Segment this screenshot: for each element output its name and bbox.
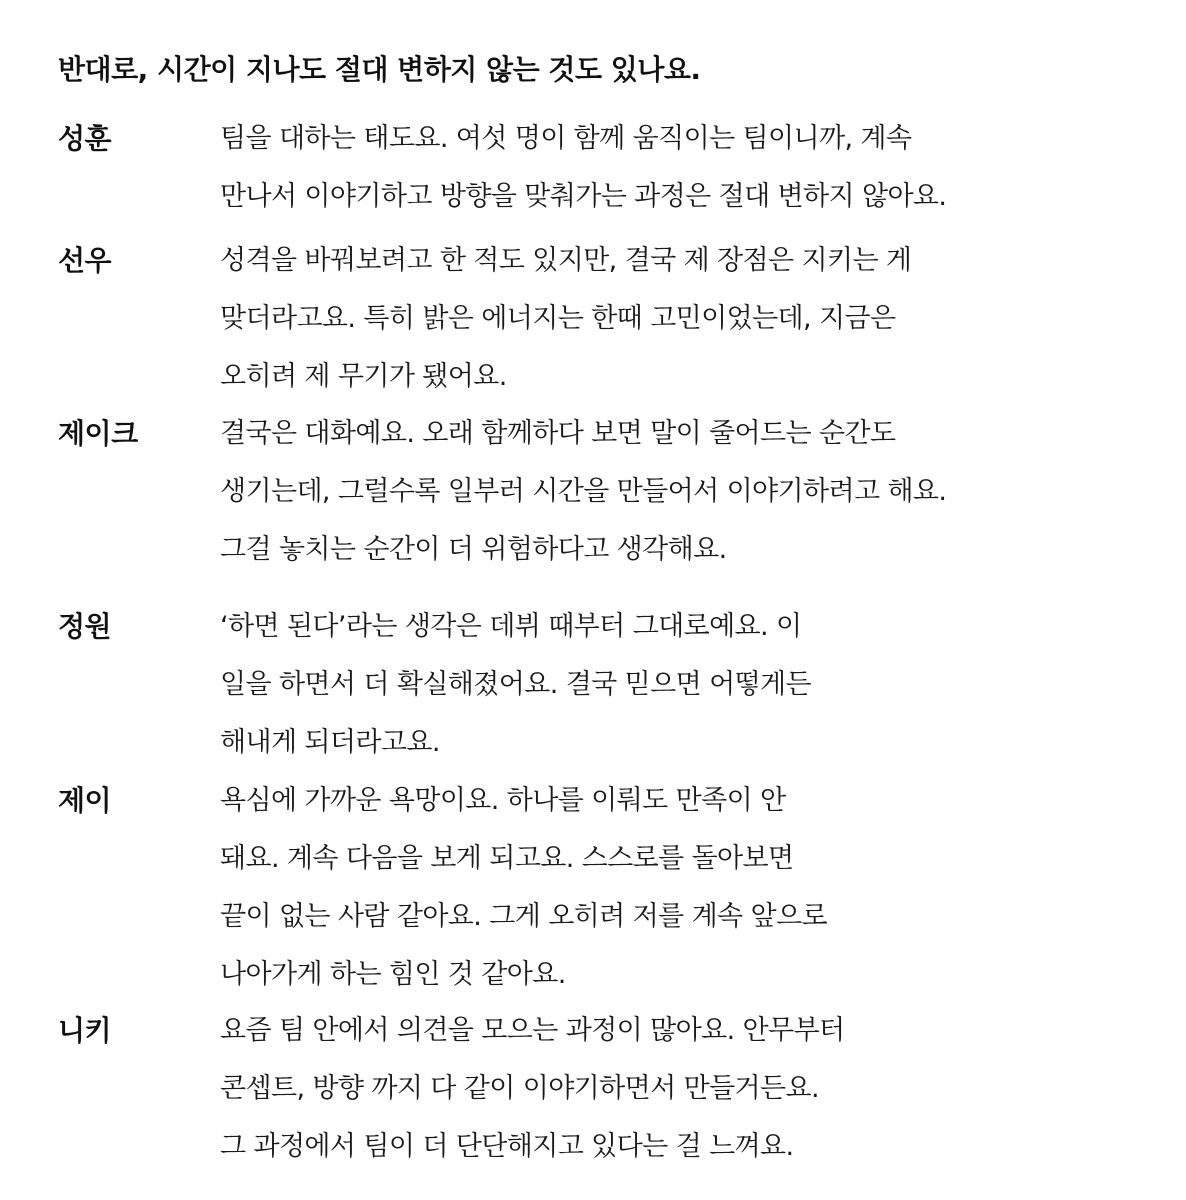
answer-text bbox=[220, 772, 827, 1004]
answer-line: 욕심에 가까운 욕망이요. 하나를 이뤄도 만족이 안 bbox=[220, 785, 786, 816]
answer-line: 돼요. 계속 다음을 보게 되고요. 스스로를 돌아보면 bbox=[220, 843, 794, 874]
answer-line: 그 과정에서 팀이 더 단단해지고 있다는 걸 느껴요. bbox=[220, 1131, 794, 1162]
answer-line: 콘셉트, 방향 까지 다 같이 이야기하면서 만들거든요. bbox=[220, 1073, 819, 1104]
answer-line: 결국은 대화예요. 오래 함께하다 보면 말이 줄어드는 순간도 bbox=[220, 418, 896, 449]
answer-line: 성격을 바꿔보려고 한 적도 있지만, 결국 제 장점은 지키는 게 bbox=[220, 245, 912, 276]
answer-line: 그걸 놓치는 순간이 더 위험하다고 생각해요. bbox=[220, 534, 727, 565]
answer-text bbox=[220, 1002, 844, 1176]
answer-text bbox=[220, 232, 911, 406]
answer-line: 일을 하면서 더 확실해졌어요. 결국 믿으면 어떻게든 bbox=[220, 669, 811, 700]
speaker-name: 성훈 bbox=[58, 122, 112, 155]
answer-line: 만나서 이야기하고 방향을 맞춰가는 과정은 절대 변하지 않아요. bbox=[220, 181, 947, 212]
answer-text bbox=[220, 598, 811, 772]
answer-line: 요즘 팀 안에서 의견을 모으는 과정이 많아요. 안무부터 bbox=[220, 1015, 845, 1046]
answer-line: 오히려 제 무기가 됐어요. bbox=[220, 361, 507, 392]
answer-line: 맞더라고요. 특히 밝은 에너지는 한때 고민이었는데, 지금은 bbox=[220, 303, 896, 334]
answer-line: 끝이 없는 사람 같아요. 그게 오히려 저를 계속 앞으로 bbox=[220, 901, 827, 932]
speaker-name: 제이크 bbox=[58, 417, 138, 450]
interview-question: 반대로, 시간이 지나도 절대 변하지 않는 것도 있나요. bbox=[58, 53, 701, 86]
speaker-name: 제이 bbox=[58, 784, 112, 817]
answer-line: 생기는데, 그럴수록 일부러 시간을 만들어서 이야기하려고 해요. bbox=[220, 476, 947, 507]
speaker-name: 니키 bbox=[58, 1014, 112, 1047]
answer-line: 해내게 되더라고요. bbox=[220, 727, 440, 758]
speaker-name: 선우 bbox=[58, 244, 112, 277]
answer-line: 나아가게 하는 힘인 것 같아요. bbox=[220, 959, 566, 990]
answer-text bbox=[220, 110, 946, 226]
answer-text bbox=[220, 405, 946, 579]
answer-line: 팀을 대하는 태도요. 여섯 명이 함께 움직이는 팀이니까, 계속 bbox=[220, 123, 912, 154]
answer-line: ‘하면 된다’라는 생각은 데뷔 때부터 그대로예요. 이 bbox=[220, 611, 802, 642]
speaker-name: 정원 bbox=[58, 610, 112, 643]
